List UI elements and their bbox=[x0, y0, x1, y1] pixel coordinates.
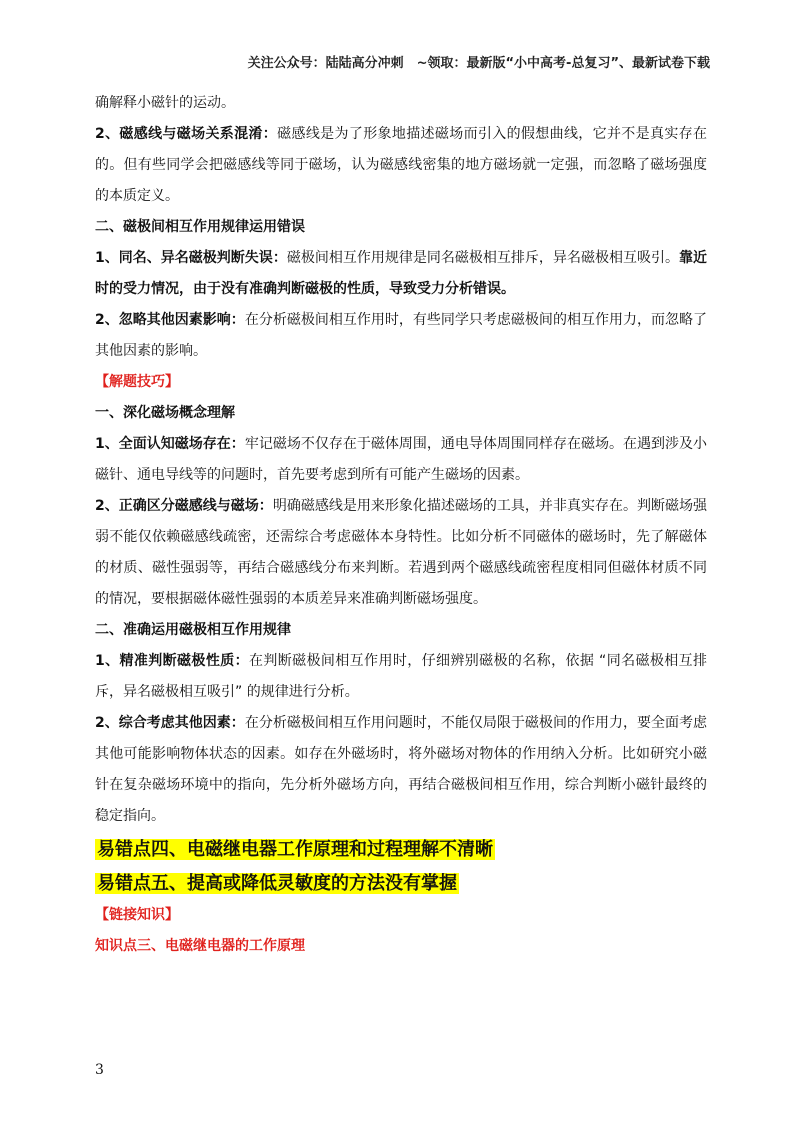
paragraph-distinguish-field-lines bbox=[95, 491, 707, 615]
paragraph-text: 牢记磁场不仅存在于磁体周围，通电导体周围同样存在磁场。在遇到涉及小磁针、通电导线等的问题时，首先要考虑到所有可能产生磁场的因素。 bbox=[95, 436, 707, 483]
highlight-heading-sensitivity bbox=[95, 868, 707, 900]
section-heading-field-concept: 一、深化磁场概念理解 bbox=[95, 405, 235, 421]
paragraph-bold-text: 靠近时的受力情况，由于没有准确判断磁极的性质，导致受力分析错误。 bbox=[95, 250, 708, 297]
tag-linked-knowledge: 【链接知识】 bbox=[95, 907, 179, 923]
paragraph-field-line-confusion bbox=[95, 119, 707, 212]
paragraph-pole-judgment-error bbox=[95, 243, 707, 305]
paragraph-text: 明确磁感线是用来形象化描述磁场的工具，并非真实存在。判断磁场强弱不能仅依赖磁感线疏密，还需综合考虑磁体本身特性。比如分析不同磁体的磁场时，先了解磁体的材质、磁性强弱等，再结合磁感线分布来判断。若遇到两个磁感线疏密程度相同但磁体材质不同的情况，要根据磁体磁性强弱的本质差异来准确判断磁场强度。 bbox=[95, 498, 708, 607]
section-heading-apply-pole-rules: 二、准确运用磁极相互作用规律 bbox=[95, 622, 291, 638]
paragraph-text: 磁感线是为了形象地描述磁场而引入的假想曲线，它并不是真实存在的。但有些同学会把磁感线等同于磁场，认为磁感线密集的地方磁场就一定强，而忽略了磁场强度的本质定义。 bbox=[95, 126, 707, 204]
paragraph-lead: 2、正确区分磁感线与磁场： bbox=[95, 498, 273, 514]
paragraph-continuation: 确解释小磁针的运动。 bbox=[95, 95, 235, 111]
paragraph-text: 在判断磁极间相互作用时，仔细辨别磁极的名称，依据 “同名磁极相互排斥，异名磁极相互吸引” 的规律进行分析。 bbox=[95, 653, 707, 700]
highlight-text: 易错点五、提高或降低灵敏度的方法没有掌握 bbox=[97, 873, 457, 894]
paragraph-lead: 2、综合考虑其他因素： bbox=[95, 715, 245, 731]
highlight-text: 易错点四、电磁继电器工作原理和过程理解不清晰 bbox=[97, 839, 493, 860]
paragraph-consider-other-factors bbox=[95, 708, 707, 832]
paragraph-ignore-other-factors bbox=[95, 305, 707, 367]
paragraph-text: 磁极间相互作用规律是同名磁极相互排斥，异名磁极相互吸引。 bbox=[286, 250, 679, 266]
section-heading-pole-interaction-errors: 二、磁极间相互作用规律运用错误 bbox=[95, 219, 305, 235]
page-number: 3 bbox=[95, 1062, 104, 1078]
paragraph-text: 在分析磁极间相互作用问题时，不能仅局限于磁极间的作用力，要全面考虑其他可能影响物体状态的因素。如存在外磁场时，将外磁场对物体的作用纳入分析。比如研究小磁针在复杂磁场环境中的指向，先分析外磁场方向，再结合磁极间相互作用，综合判断小磁针最终的稳定指向。 bbox=[95, 715, 707, 824]
paragraph-text: 在分析磁极间相互作用时，有些同学只考虑磁极间的相互作用力，而忽略了其他因素的影响。 bbox=[95, 312, 707, 359]
paragraph-field-existence bbox=[95, 429, 707, 491]
highlight-heading-relay bbox=[95, 834, 707, 866]
paragraph-lead: 2、忽略其他因素影响： bbox=[95, 312, 245, 328]
paragraph-lead: 1、同名、异名磁极判断失误： bbox=[95, 250, 287, 266]
paragraph-lead: 1、精准判断磁极性质： bbox=[95, 653, 249, 669]
paragraph-judge-pole-nature bbox=[95, 646, 707, 708]
paragraph-lead: 2、磁感线与磁场关系混淆： bbox=[95, 126, 278, 142]
document-body bbox=[95, 88, 707, 962]
paragraph-lead: 1、全面认知磁场存在： bbox=[95, 436, 245, 452]
tag-solution-tips: 【解题技巧】 bbox=[95, 374, 179, 390]
knowledge-point-title: 知识点三、电磁继电器的工作原理 bbox=[95, 938, 305, 954]
page-header: 关注公众号：陆陆高分冲刺 ~领取：最新版“小中高考-总复习”、最新试卷下载 bbox=[247, 56, 710, 71]
